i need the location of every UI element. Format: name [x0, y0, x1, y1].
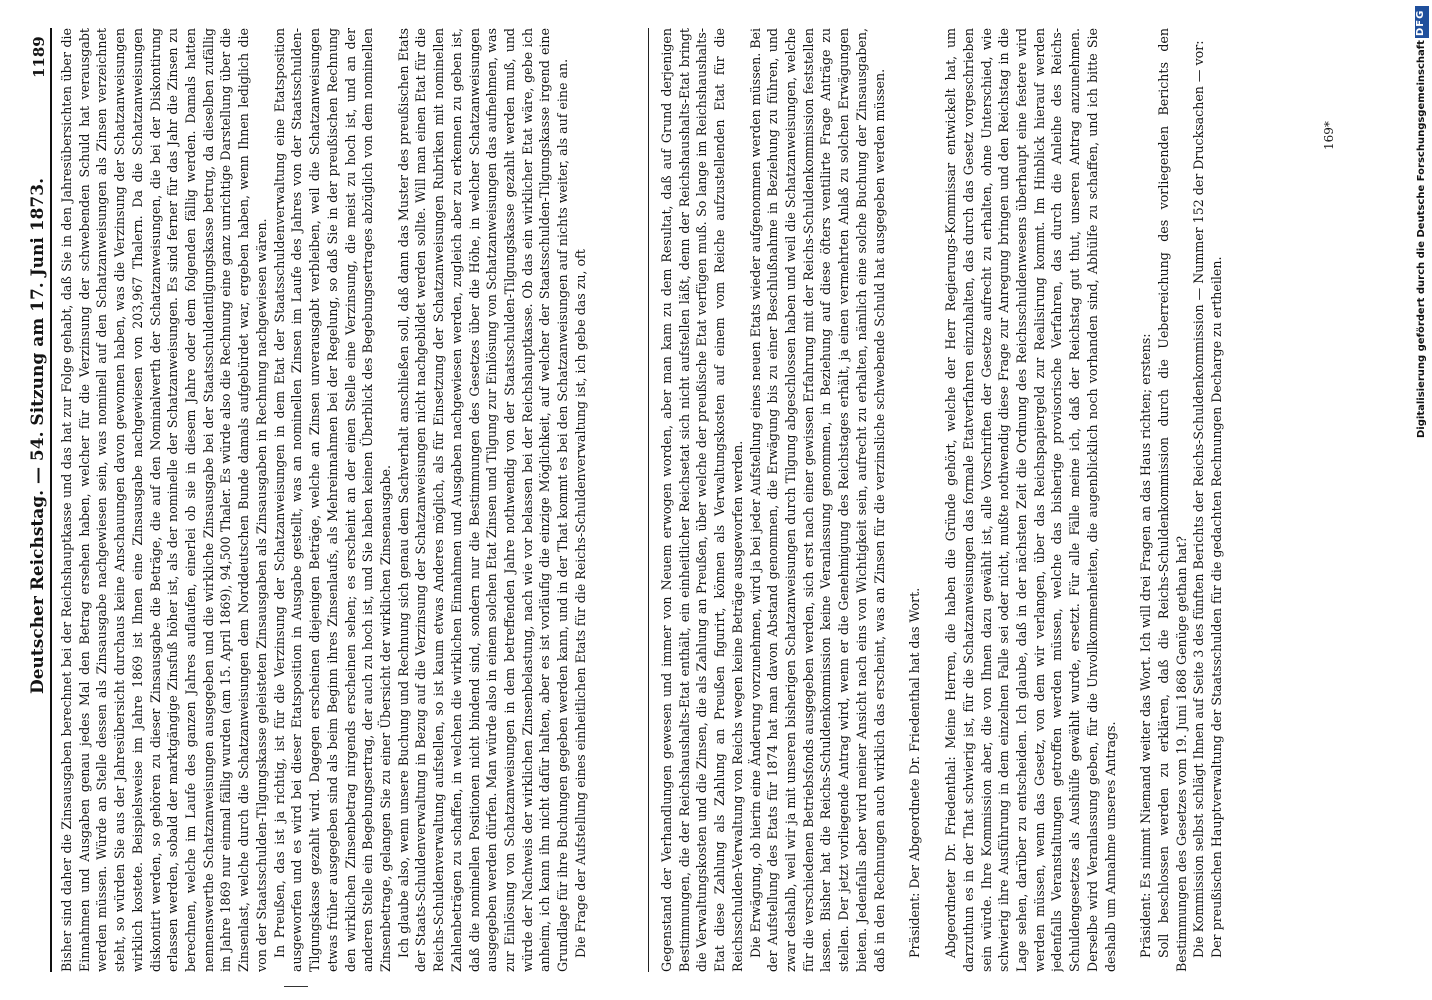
text-column-right	[658, 28, 1278, 972]
page-number: 1189	[30, 36, 48, 78]
digitization-notice: Digitalisierung gefördert durch die Deutsche Forschungsgemeinschaft	[1416, 40, 1427, 438]
paragraph-speaker: Präsident: Es nimmt Niemand weiter das Wort. Ich will drei Fragen an das Haus richten; erstens:	[1138, 333, 1154, 958]
running-header: Deutscher Reichstag. — 54. Sitzung am 17. Juni 1873.	[28, 178, 48, 694]
page-mark: 169*	[1322, 121, 1336, 150]
paragraph: Die Erwägung, ob hierin eine Änderung vorzunehmen, wird ja bei jeder Aufstellung eines neuen Etats wieder aufgenommen werden müssen. Bei der Aufstellung des Etats für 1874 hat man davon Abstand genommen, die Erwägung bis zu einer Beschlußnahme in Beziehung zu führen, und zwar deshalb, weil wir ja mit unseren bisherigen Schatzanweisungen durch Tilgung abgeschlossen haben und weil die Schatzanweisungen, welche für die verschiedenen Betriebsfonds ausgegeben werden, sich erst nach einer gewissen Erfahrung mit der Reichs-Schuldenkommission feststellen lassen. Bisher hat die Reichs-Schuldenkommission keine Veranlassung genommen, in Beziehung auf diese öfters ventilirte Frage Anträge zu stellen. Der jetzt vorliegende Antrag wird, wenn er die Genehmigung des Reichstages erhält, ja einen vermehrten Anlaß zu solchen Erwägungen bieten. Jedenfalls aber wird meiner Ansicht nach eins von Wichtigkeit sein, aufrecht zu erhalten, nämlich eine solche Buchung der Zinsausgaben, daß in den Rechnungen auch wirklich das erscheint, was an Zinsen für die verzinsliche schwebende Schuld hat ausgegeben werden müssen.	[747, 28, 887, 972]
paragraph: Bisher sind daher die Zinsausgaben berechnet bei der Reichshauptkasse und das hat zur Folge gehabt, daß Sie in den Jahresübersichten über die Einnahmen und Ausgaben genau jedes Mal den Betrag ersehen haben, welcher für die Verzinsung der schwebenden Schuld hat verausgabt werden müssen. Würde an Stelle dessen als Zinsausgabe nachgewiesen sein, was nominell auf den Schatzanweisungen als Zinsen verzeichnet steht, so würden Sie aus der Jahresübersicht durchaus keine Anschauungen davon gewonnen haben, was die Verzinsung der Schatzanweisungen wirklich kostete. Beispielsweise im Jahre 1869 ist Ihnen eine Zinsausgabe nachgewiesen von 203,967 Thalern. Da die Schatzanweisungen diskontirt werden, so gehören zu dieser Zinsausgabe die Beträge, die auf den Nominalwerth der Schatzanweisungen, die bei der Diskontirung erlassen werden, sobald der marktgängige Zinsfuß höher ist, als der nominelle der Schatzanweisungen. Es sind ferner für das Jahr die Zinsen zu berechnen, welche im Laufe des ganzen Jahres auflaufen, einerlei ob sie in diesem Jahre oder dem folgenden fällig werden. Damals hatten nennenswerthe Schatzanweisungen ausgegeben und die wirkliche Zinsausgabe bei der Staatsschuldentilgungskasse betrug, da dieselben zufällig im Jahre 1869 nur einmal fällig wurden (am 15. April 1869), 94,500 Thaler. Es würde also die Rechnung eine ganz unrichtige Darstellung über die Zinsenlast, welche durch die Schatzanweisungen dem Norddeutschen Bunde damals aufgebürdet war, ergeben haben, wenn Ihnen lediglich die von der Staatsschulden-Tilgungskasse geleisteten Zinsausgaben als Zinsausgaben in Rechnung nachgewiesen wären.	[59, 28, 269, 972]
dfg-logo	[1415, 6, 1429, 38]
paragraph-question: Soll beschlossen werden zu erklären, daß die Reichs-Schuldenkommission durch die Ueberreichung des vorliegenden Berichts den Bestimmungen des Gesetzes vom 19. Juni 1868 Genüge gethan hat?	[1155, 28, 1189, 972]
footer-rule	[284, 986, 308, 987]
paragraph: Ich glaube also, wenn unsere Buchung und Rechnung sich genau dem Sachverhalt anschließen soll, daß dann das Muster des preußischen Etats der Staats-Schuldenverwaltung in Bezug auf die Verzinsung der Schatzanweisungen nicht nachgebildet werden sollte. Will man einen Etat für die Reichs-Schuldenverwaltung aufstellen, so ist kaum etwas Anderes möglich, als für Einsetzung der Schatzanweisungen Rubriken mit nominellen Zahlenbeträgen zu schaffen, in welchen die wirklichen Einnahmen und Ausgaben nachgewiesen werden, zugleich aber zu erkennen zu geben ist, daß die nominellen Positionen nicht bindend sind, sondern nur die Bestimmungen des Gesetzes über die Höhe, in welcher Schatzanweisungen ausgegeben werden dürfen. Man würde also in einem solchen Etat Zinsen und Tilgung zur Einlösung von Schatzanweisungen das aufnehmen, was zur Einlösung von Schatzanweisungen in dem betreffenden Jahre nothwendig von der Staatsschulden-Tilgungskasse gezahlt werden muß, und würde der Nachweis der wirklichen Zinsenbelastung, nach wie vor belassen bei der Reichshauptkasse. Ob das ein wirklicher Etat wäre, gebe ich anheim, ich kann ihn nicht dafür halten, aber es ist vorläufig die einzige Möglichkeit, auf welcher der Staatsschulden-Tilgungskasse irgend eine Grundlage für ihre Buchungen gegeben werden kann, und in der That kommt es bei den Schatzanweisungen auf nichts weiter, als auf eine an.	[395, 28, 571, 972]
paragraph: In Preußen, das ist ja richtig, ist für die Verzinsung der Schatzanweisungen in dem Etat der Staatsschuldenverwaltung eine Etatsposition ausgeworfen und es wird bei dieser Etatsposition in Ausgabe gestellt, was an nominellen Zinsen im Laufe des Jahres von der Staatsschulden-Tilgungskasse gezahlt wird. Dagegen erscheinen diejenigen Beträge, welche an Zinsen unverausgabt verbleiben, weil die Schatzanweisungen etwas früher ausgegeben sind als beim Beginn ihres Zinsenlaufs, als Mehreinnahmen bei der Regelung, so daß Sie in der preußischen Rechnung den wirklichen Zinsenbetrag nirgends erscheinen sehen; es erscheint an der einen Stelle eine Verzinsung, die meist zu hoch ist, und an der anderen Stelle ein Begebungsertrag, der auch zu hoch ist, und Sie haben keinen Überblick des Begebungsertrages abzüglich von dem nominellen Zinsenbetrage, gelangen Sie zu einer Übersicht der wirklichen Zinsenausgabe.	[271, 28, 393, 972]
paragraph-question: Der preußischen Hauptverwaltung der Staatsschulden für die gedachten Rechnungen Decharge zu ertheilen.	[1209, 256, 1225, 958]
column-rule	[648, 28, 649, 972]
header-rule	[50, 28, 52, 972]
text-column-left	[58, 28, 644, 972]
paragraph-speaker: Abgeordneter Dr. Friedenthal: Meine Herren, die haben die Gründe gehört, welche der Herr Regierungs-Kommissar entwickelt hat, um darzuthun es in der That schwierig ist, für die Schatzanweisungen das formale Etatverfahren einzuhalten, das durch das Gesetz vorgeschrieben sein würde. Ihre Kommission aber, die von Ihnen dazu gewählt ist, alle Vorschriften der Gesetze aufrecht zu erhalten, ohne Unterschied, wie schwierig ihre Ausführung in dem einzelnen Falle sei oder nicht, mußte nothwendig diese Frage zur Anregung bringen und den Reichstag in die Lage sehen, darüber zu entscheiden. Ich glaube, daß in der nächsten Zeit die Ordnung des Reichsschuldenwesens überhaupt eine festere wird werden müssen, wenn das Gesetz, von dem wir verlangen, über das Reichspapiergeld zur Realisirung kommt. Im Hinblick hierauf werden jedenfalls Veranstaltungen getroffen werden müssen, welche das bisherige provisorische Verfahren, das durch die Anleihe des Reichs-Schuldengesetzes als Aushülfe gewählt wurde, ersetzt. Für alle Fälle meine ich, daß der Reichstag gut thut, unseren Antrag anzunehmen. Derselbe wird Veranlassung geben, für die Unvollkommenheiten, die augenblicklich noch vorhanden sind, Abhülfe zu schaffen, und ich bitte Sie deshalb um Annahme unseres Antrags.	[943, 28, 1118, 972]
paragraph: Die Kommission selbst schlägt Ihnen auf Seite 3 des fünften Berichts der Reichs-Schuldenkommission — Nummer 152 der Drucksachen — vor:	[1191, 40, 1207, 958]
paragraph: Die Frage der Aufstellung eines einheitlichen Etats für die Reichs-Schuldenverwaltung ist, ich gebe das zu, oft	[572, 249, 588, 958]
paragraph: Gegenstand der Verhandlungen gewesen und immer von Neuem erwogen worden, aber man kam zu dem Resultat, daß auf Grund derjenigen Bestimmungen, die der Reichshaushalts-Etat enthält, ein einheitlicher Reichsetat sich nicht aufstellen läßt, denn der Reichshaushalts-Etat bringt die Verwaltungskosten und die Zinsen, die als Zahlung an Preußen, über welche der preußische Etat verfügen muß. So lange im Reichshaushalts-Etat diese Zahlung als Zahlung an Preußen figurirt, können als Verwaltungskosten auf einem vom Reiche aufzustellenden Etat für die Reichsschulden-Verwaltung von Reichs wegen keine Beträge ausgeworfen werden.	[659, 28, 745, 972]
dfg-logo-text: DFG	[1415, 9, 1426, 36]
paragraph-speaker: Präsident: Der Abgeordnete Dr. Friedenthal hat das Wort.	[907, 587, 923, 958]
